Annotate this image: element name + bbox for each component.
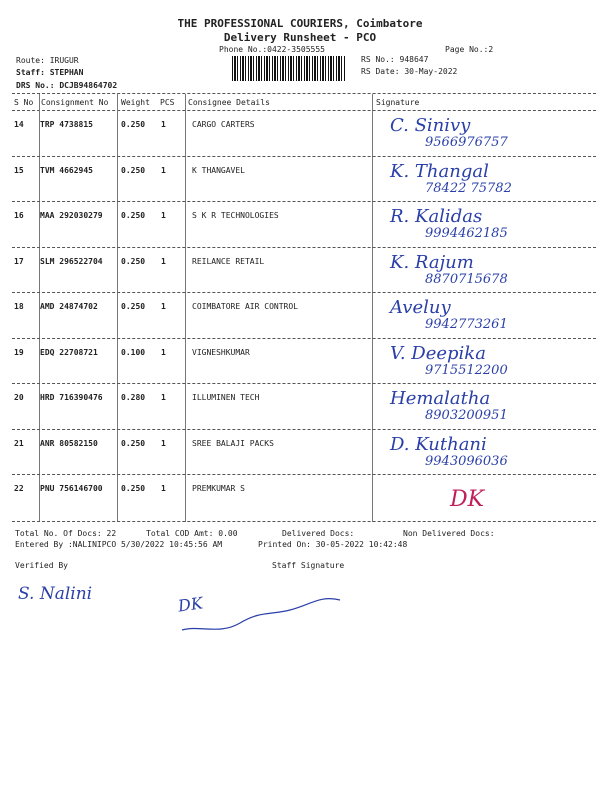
- divider: [12, 93, 596, 94]
- row-weight: 0.250: [121, 211, 146, 220]
- row-sno: 14: [14, 120, 24, 129]
- row-sno: 17: [14, 256, 24, 266]
- row-signature-phone: 8903200951: [425, 408, 508, 423]
- staff-signature: DK: [176, 593, 204, 616]
- row-pcs: 1: [161, 256, 166, 266]
- col-header-sno: S No: [14, 98, 34, 107]
- row-weight: 0.250: [121, 438, 146, 448]
- staff-signature-label: Staff Signature: [272, 561, 345, 570]
- row-consignee: CARGO CARTERS: [192, 120, 255, 129]
- row-sno: 16: [14, 211, 24, 220]
- row-weight: 0.250: [121, 120, 146, 129]
- row-consignee: ILLUMINEN TECH: [192, 393, 260, 402]
- company-name: THE PROFESSIONAL COURIERS, Coimbatore: [177, 17, 423, 30]
- row-consignee: PREMKUMAR S: [192, 484, 245, 493]
- row-signature-name: C. Sinivy: [390, 115, 471, 136]
- column-line: [185, 94, 186, 522]
- col-header-weight: Weight: [121, 98, 150, 107]
- row-signature-phone: 78422 75782: [425, 180, 512, 196]
- row-divider: [12, 292, 596, 293]
- non-delivered-docs: Non Delivered Docs:: [403, 529, 495, 538]
- col-header-consignment: Consignment No: [41, 98, 109, 107]
- row-consignment: TRP 4738815: [40, 120, 93, 129]
- total-cod: Total COD Amt: 0.00: [146, 529, 238, 538]
- row-pcs: 1: [161, 484, 166, 493]
- row-sno: 19: [14, 347, 24, 357]
- row-weight: 0.280: [121, 393, 146, 402]
- row-consignment: HRD 716390476: [40, 393, 103, 402]
- rs-number: RS No.: 948647: [361, 55, 429, 64]
- phone-number: Phone No.:0422-3505555: [219, 45, 325, 54]
- row-weight: 0.250: [121, 484, 146, 493]
- row-sno: 22: [14, 484, 24, 493]
- page-number: Page No.:2: [445, 45, 494, 54]
- sheet-title: Delivery Runsheet - PCO: [223, 31, 377, 44]
- row-signature-name: DK: [450, 487, 485, 512]
- route: Route: IRUGUR: [16, 56, 79, 65]
- row-weight: 0.250: [121, 165, 146, 175]
- row-signature-phone: 9994462185: [425, 226, 508, 241]
- column-line: [372, 94, 373, 522]
- row-consignee: REILANCE RETAIL: [192, 256, 265, 266]
- row-divider: [12, 156, 596, 157]
- column-line: [117, 94, 118, 522]
- row-consignee: S K R TECHNOLOGIES: [192, 211, 279, 220]
- row-divider: [12, 383, 596, 384]
- row-consignee: SREE BALAJI PACKS: [192, 438, 274, 448]
- row-signature-name: V. Deepika: [390, 342, 486, 364]
- row-pcs: 1: [161, 438, 166, 448]
- row-consignment: SLM 296522704: [40, 256, 103, 266]
- row-weight: 0.250: [121, 256, 146, 266]
- col-header-consignee: Consignee Details: [188, 98, 270, 107]
- verified-by-label: Verified By: [15, 561, 68, 570]
- verified-signature: S. Nalini: [18, 584, 93, 604]
- row-weight: 0.100: [121, 347, 146, 357]
- row-consignment: EDQ 22708721: [40, 347, 98, 357]
- row-sno: 21: [14, 438, 24, 448]
- row-divider: [12, 201, 596, 202]
- row-divider: [12, 474, 596, 475]
- row-sno: 20: [14, 393, 24, 402]
- divider: [12, 521, 596, 522]
- row-pcs: 1: [161, 302, 166, 311]
- entered-by: Entered By :NALINIPCO 5/30/2022 10:45:56 AM: [15, 540, 223, 549]
- total-docs: Total No. Of Docs: 22: [15, 529, 117, 538]
- row-signature-phone: 9566976757: [425, 135, 508, 150]
- row-signature-name: R. Kalidas: [390, 206, 483, 227]
- delivered-docs: Delivered Docs:: [282, 529, 355, 538]
- row-signature-phone: 9942773261: [425, 317, 508, 332]
- row-signature-name: D. Kuthani: [390, 433, 487, 455]
- row-signature-phone: 8870715678: [425, 271, 508, 287]
- row-signature-name: K. Rajum: [390, 251, 474, 273]
- row-consignment: AMD 24874702: [40, 302, 98, 311]
- row-consignment: PNU 756146700: [40, 484, 103, 493]
- row-signature-name: Hemalatha: [390, 388, 491, 409]
- row-consignment: ANR 80582150: [40, 438, 98, 448]
- row-consignee: K THANGAVEL: [192, 165, 245, 175]
- row-signature-name: K. Thangal: [390, 160, 489, 182]
- row-pcs: 1: [161, 120, 166, 129]
- col-header-signature: Signature: [376, 98, 420, 107]
- drs-number: DRS No.: DCJB94864702: [16, 81, 118, 90]
- row-signature-phone: 9715512200: [425, 362, 508, 378]
- row-sno: 15: [14, 165, 24, 175]
- printed-on: Printed On: 30-05-2022 10:42:48: [258, 540, 408, 549]
- staff-signature-scribble: [180, 585, 360, 645]
- row-pcs: 1: [161, 165, 166, 175]
- row-consignment: MAA 292030279: [40, 211, 103, 220]
- barcode: [232, 56, 345, 81]
- rs-date: RS Date: 30-May-2022: [361, 67, 458, 76]
- row-divider: [12, 247, 596, 248]
- row-divider: [12, 338, 596, 339]
- row-pcs: 1: [161, 211, 166, 220]
- row-consignment: TVM 4662945: [40, 165, 93, 175]
- row-pcs: 1: [161, 393, 166, 402]
- row-consignee: VIGNESHKUMAR: [192, 347, 250, 357]
- divider: [12, 110, 596, 111]
- row-divider: [12, 429, 596, 430]
- row-weight: 0.250: [121, 302, 146, 311]
- row-consignee: COIMBATORE AIR CONTROL: [192, 302, 298, 311]
- row-signature-name: Aveluy: [390, 297, 451, 318]
- staff: Staff: STEPHAN: [16, 68, 84, 77]
- row-sno: 18: [14, 302, 24, 311]
- row-pcs: 1: [161, 347, 166, 357]
- col-header-pcs: PCS: [160, 98, 175, 107]
- row-signature-phone: 9943096036: [425, 453, 508, 469]
